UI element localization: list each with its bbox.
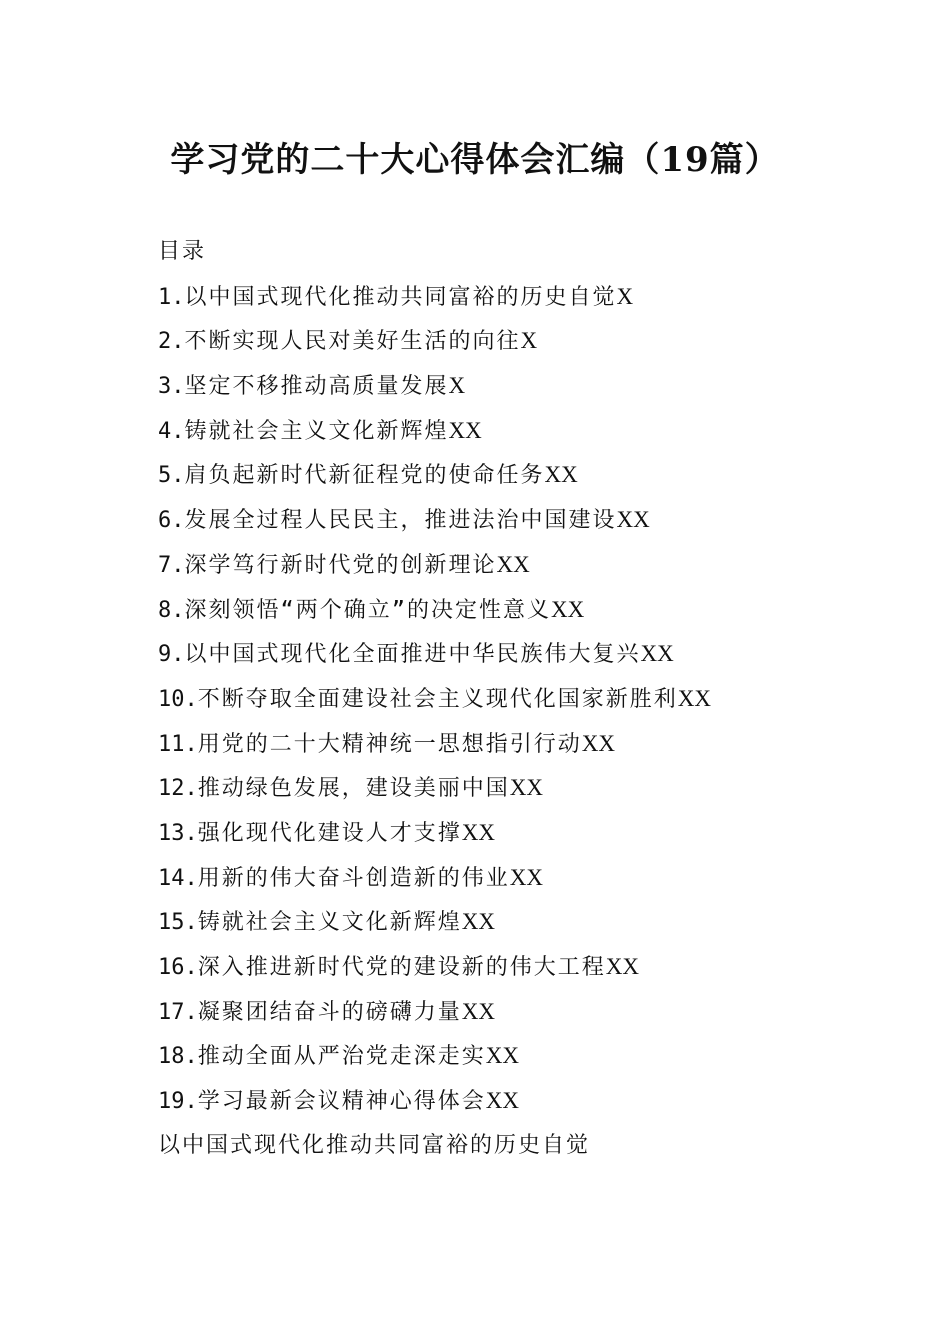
toc-entry-number: 10. <box>158 686 198 712</box>
toc-entry-title: 深入推进新时代党的建设新的伟大工程 <box>197 955 606 980</box>
toc-entry-number: 9. <box>158 642 185 668</box>
toc-entry-title: 推动绿色发展，建设美丽中国 <box>197 776 510 802</box>
toc-entry-title: 肩负起新时代新征程党的使命任务 <box>184 463 545 489</box>
toc-entry[interactable] <box>158 990 878 1035</box>
toc-entry-page: XX <box>551 596 585 622</box>
toc-entry[interactable] <box>158 364 878 409</box>
toc-entry[interactable] <box>158 453 878 498</box>
toc-entry-title: 深刻领悟“两个确立”的决定性意义 <box>184 597 551 623</box>
toc-entry-title: 用党的二十大精神统一思想指引行动 <box>197 731 582 757</box>
toc-entry-page: XX <box>485 1043 519 1069</box>
toc-entry-title: 坚定不移推动高质量发展 <box>184 374 449 400</box>
toc-list <box>158 275 878 1124</box>
table-of-contents <box>158 230 878 1168</box>
toc-entry-number: 17. <box>158 999 198 1025</box>
toc-entry-title: 以中国式现代化推动共同富裕的历史自觉 <box>184 284 617 310</box>
toc-entry-number: 1. <box>158 284 185 310</box>
toc-entry-page: XX <box>461 998 495 1024</box>
toc-entry-number: 3. <box>158 374 185 400</box>
toc-entry-number: 2. <box>158 329 185 355</box>
toc-entry-page: XX <box>581 730 615 756</box>
toc-entry-page: X <box>616 283 634 309</box>
section-title: 以中国式现代化推动共同富裕的历史自觉 <box>158 1132 591 1158</box>
toc-entry-number: 18. <box>158 1044 198 1070</box>
toc-entry[interactable] <box>158 588 878 633</box>
toc-entry-title: 用新的伟大奋斗创造新的伟业 <box>197 865 510 891</box>
toc-entry-page: XX <box>605 954 639 979</box>
toc-entry[interactable] <box>158 275 878 320</box>
toc-entry-page: X <box>520 328 538 354</box>
toc-entry[interactable] <box>158 945 878 990</box>
toc-entry-number: 15. <box>158 910 198 936</box>
toc-entry[interactable] <box>158 1079 878 1124</box>
toc-entry-title: 深学笃行新时代党的创新理论 <box>184 552 497 578</box>
toc-entry-title: 推动全面从严治党走深走实 <box>197 1044 486 1070</box>
toc-entry-title: 铸就社会主义文化新辉煌 <box>197 910 462 936</box>
toc-entry[interactable] <box>158 900 878 945</box>
toc-entry-page: XX <box>509 775 543 801</box>
toc-entry-page: XX <box>640 641 674 667</box>
toc-entry-number: 19. <box>158 1089 198 1115</box>
toc-entry-title: 铸就社会主义文化新辉煌 <box>184 418 449 444</box>
toc-entry[interactable] <box>158 409 878 454</box>
toc-entry[interactable] <box>158 677 878 722</box>
toc-entry[interactable] <box>158 722 878 767</box>
toc-entry-number: 12. <box>158 776 198 802</box>
toc-entry-number: 11. <box>158 731 198 757</box>
toc-entry-number: 5. <box>158 463 185 489</box>
toc-entry-number: 7. <box>158 552 185 578</box>
toc-entry-page: XX <box>448 417 482 443</box>
toc-entry[interactable] <box>158 319 878 364</box>
toc-entry[interactable] <box>158 766 878 811</box>
toc-entry-number: 4. <box>158 418 185 444</box>
toc-entry[interactable] <box>158 811 878 856</box>
toc-entry-number: 16. <box>158 955 198 980</box>
toc-heading: 目录 <box>158 239 207 264</box>
toc-entry-page: XX <box>616 507 650 533</box>
toc-entry[interactable] <box>158 498 878 543</box>
toc-entry-title: 以中国式现代化全面推进中华民族伟大复兴 <box>184 642 641 668</box>
toc-entry[interactable] <box>158 632 878 677</box>
toc-entry-title: 发展全过程人民民主，推进法治中国建设 <box>184 508 617 534</box>
toc-entry-title: 不断夺取全面建设社会主义现代化国家新胜利 <box>197 686 678 712</box>
toc-entry-page: XX <box>461 819 495 845</box>
toc-entry-number: 6. <box>158 508 185 534</box>
toc-entry-number: 8. <box>158 597 185 623</box>
toc-entry-title: 强化现代化建设人才支撑 <box>197 820 462 846</box>
toc-entry-page: XX <box>544 462 578 488</box>
toc-entry-page: XX <box>496 551 530 577</box>
toc-entry-title: 不断实现人民对美好生活的向往 <box>184 329 521 355</box>
document-title: 学习党的二十大心得体会汇编（19篇） <box>170 140 780 180</box>
toc-entry-title: 凝聚团结奋斗的磅礴力量 <box>197 999 462 1025</box>
toc-entry-page: X <box>448 373 466 399</box>
toc-entry[interactable] <box>158 856 878 901</box>
toc-entry-page: XX <box>509 864 543 890</box>
toc-entry-page: XX <box>461 909 495 935</box>
toc-entry[interactable] <box>158 1034 878 1079</box>
toc-entry-page: XX <box>677 685 711 711</box>
toc-entry[interactable] <box>158 543 878 588</box>
toc-entry-title: 学习最新会议精神心得体会 <box>197 1089 486 1115</box>
toc-entry-number: 14. <box>158 865 198 891</box>
toc-entry-number: 13. <box>158 820 198 846</box>
toc-entry-page: XX <box>485 1088 519 1114</box>
